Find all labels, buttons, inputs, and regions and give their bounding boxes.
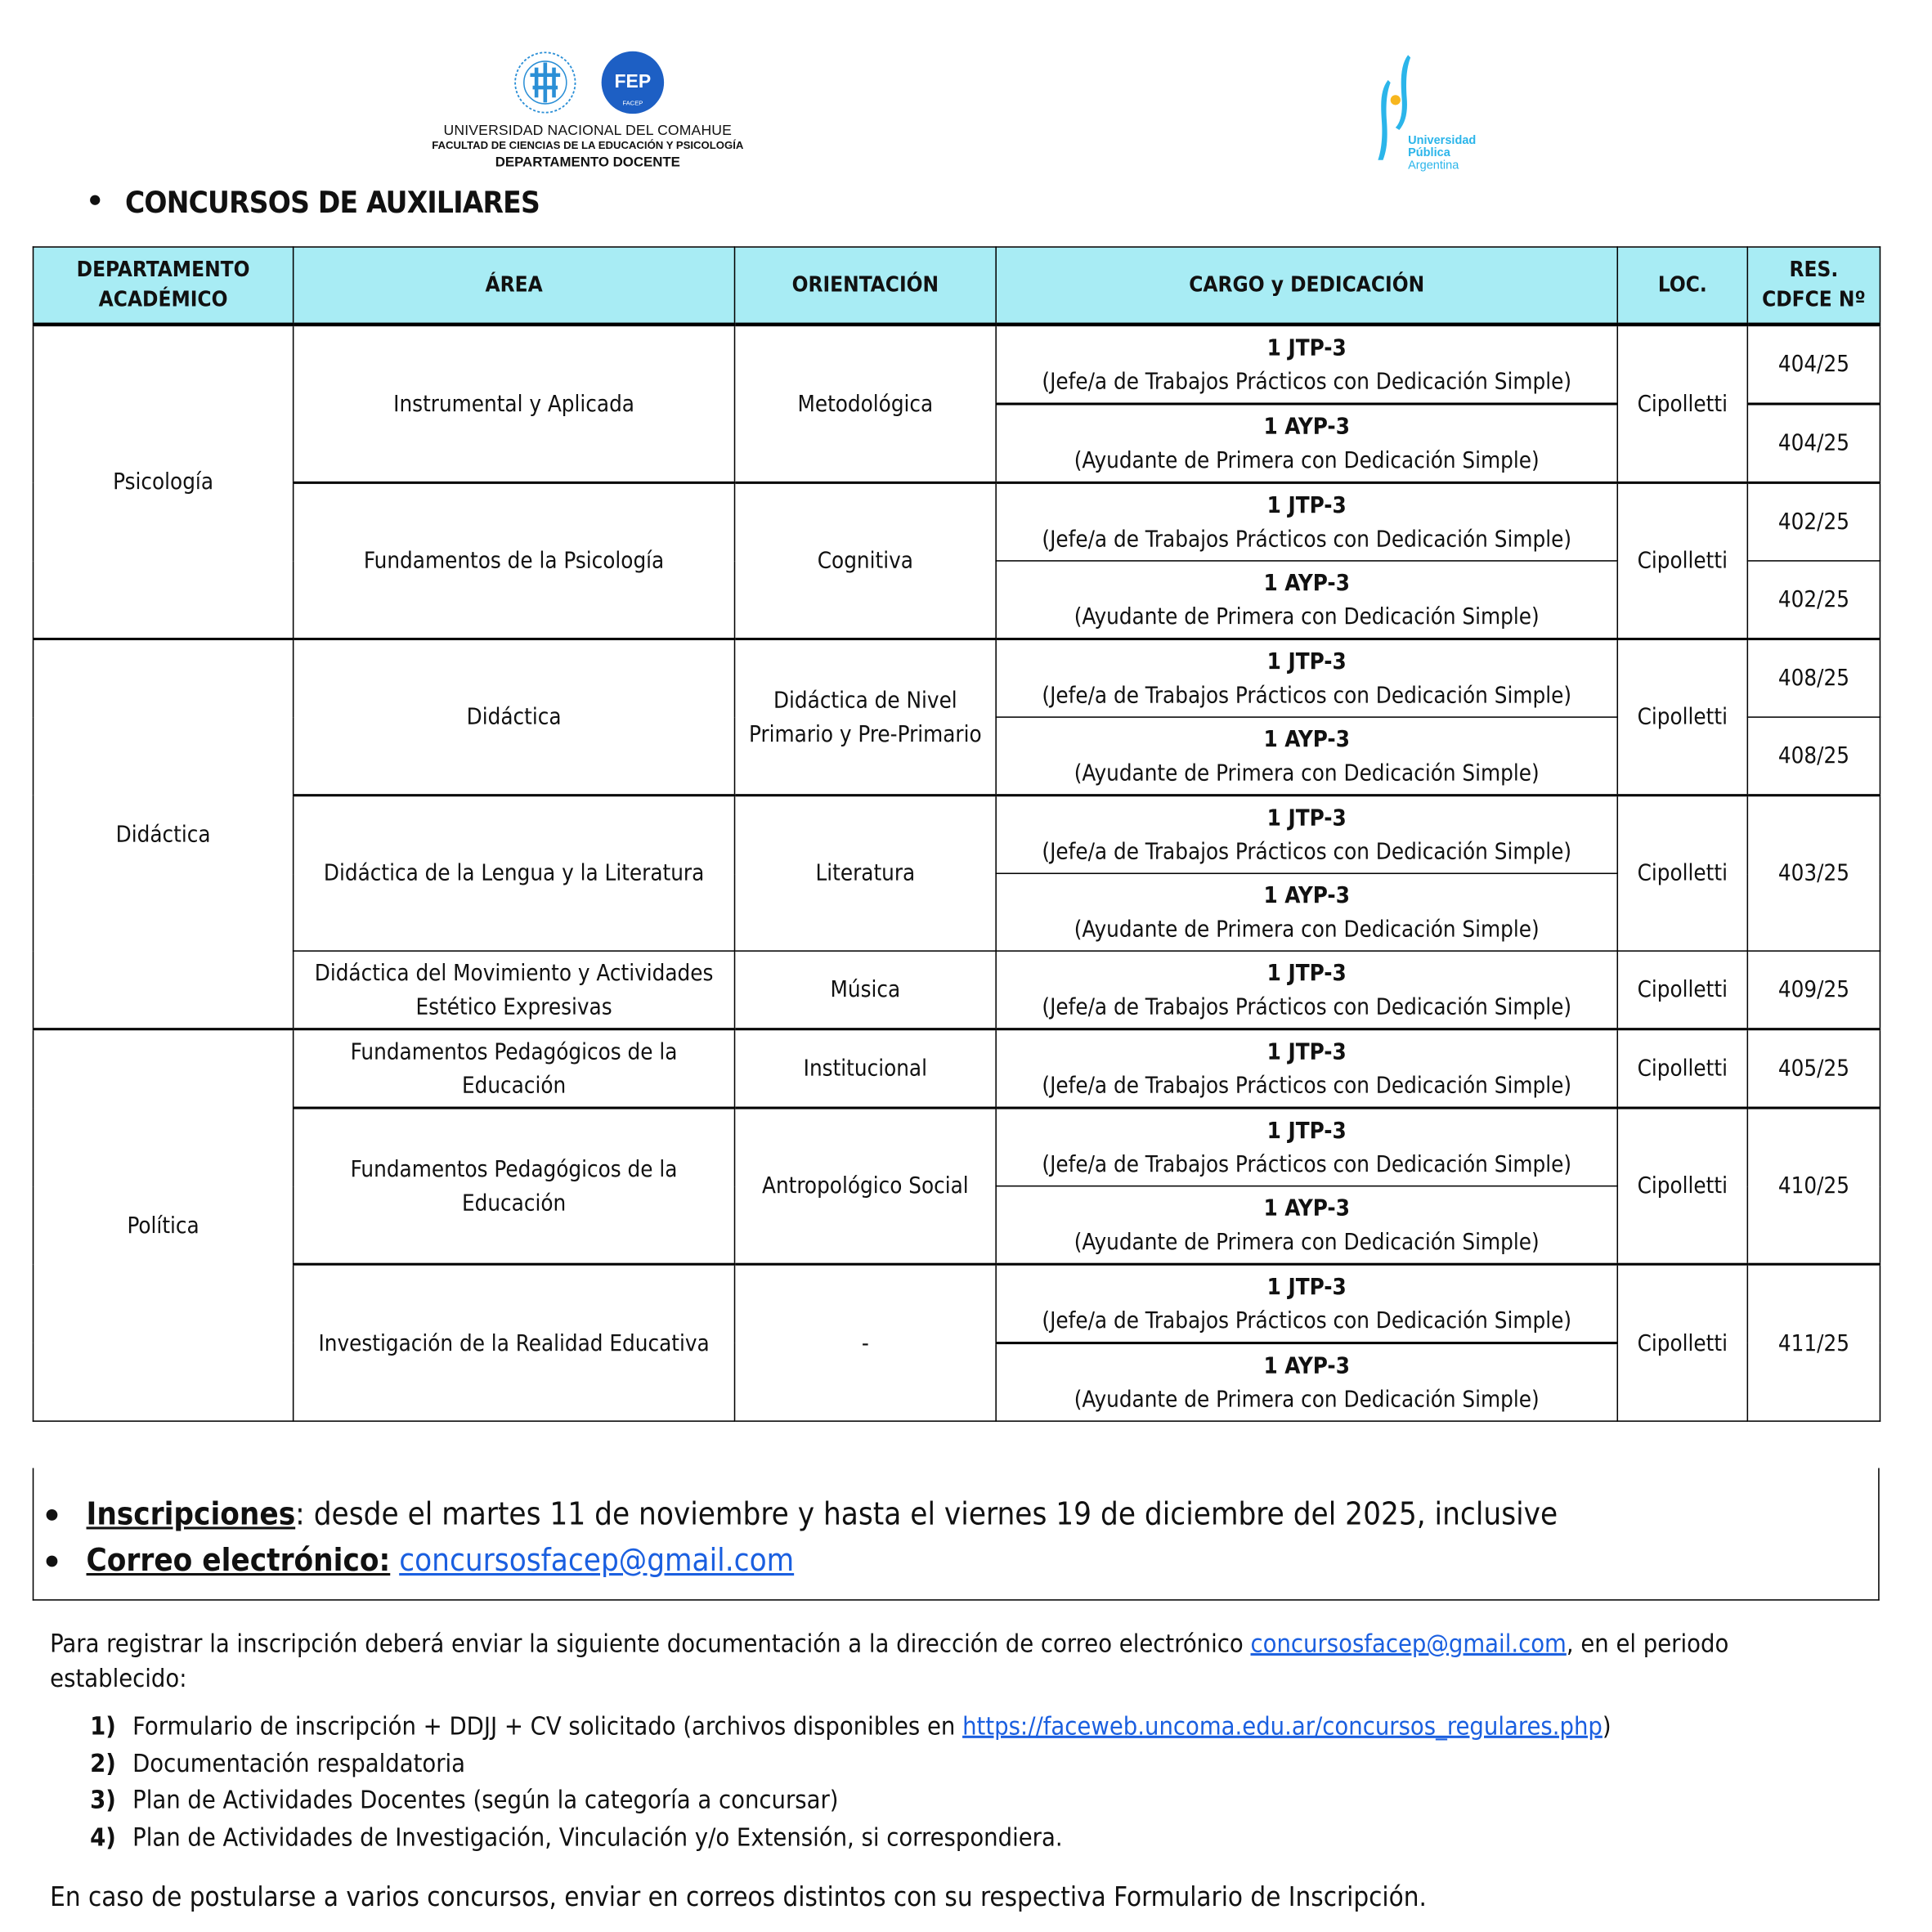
item-number: 2) <box>90 1747 116 1778</box>
upa-word-2: Pública <box>1408 146 1450 160</box>
area-cell: Fundamentos Pedagógicos de la Educación <box>294 1108 735 1264</box>
section-title-text: CONCURSOS DE AUXILIARES <box>124 185 540 221</box>
item-text: Plan de Actividades Docentes (según la categoría a concursar) <box>132 1784 839 1815</box>
res-cell: 402/25 <box>1747 561 1880 639</box>
cargo-cell: 1 AYP-3 (Ayudante de Primera con Dedicación Simple) <box>996 1186 1617 1265</box>
col-header-loc: LOC. <box>1617 247 1747 325</box>
facep-logo <box>600 50 666 115</box>
svg-text:FEP: FEP <box>614 70 652 92</box>
res-cell: 404/25 <box>1747 404 1880 482</box>
item-text: Documentación respaldatoria <box>132 1747 466 1778</box>
intro-text: Para registrar la inscripción deberá enviar la siguiente documentación a la dirección de correo electrónico <box>50 1628 1251 1658</box>
item-number: 4) <box>90 1821 116 1852</box>
area-cell: Instrumental y Aplicada <box>294 325 735 482</box>
area-cell: Didáctica del Movimiento y Actividades Estético Expresivas <box>294 951 735 1029</box>
table-row <box>34 639 1880 718</box>
faculty-name: FACULTAD DE CIENCIAS DE LA EDUCACIÓN Y PSICOLOGÍA <box>432 138 744 152</box>
res-cell: 402/25 <box>1747 482 1880 561</box>
department-cell: Psicología <box>34 325 294 639</box>
inscripciones-item <box>87 1490 1558 1537</box>
registration-info-box <box>33 1468 1880 1601</box>
upa-word-3: Argentina <box>1408 159 1459 173</box>
inscripciones-dates: : desde el martes 11 de noviembre y hasta el viernes 19 de diciembre del 2025, inclusive <box>295 1495 1558 1532</box>
orientation-cell: Música <box>735 951 997 1029</box>
item-text-end: ) <box>1602 1710 1611 1741</box>
col-header-department: DEPARTAMENTO ACADÉMICO <box>34 247 294 325</box>
cargo-cell: 1 JTP-3 (Jefe/a de Trabajos Prácticos con Dedicación Simple) <box>996 951 1617 1029</box>
table-row <box>34 796 1880 874</box>
loc-cell: Cipolletti <box>1617 1029 1747 1108</box>
loc-cell: Cipolletti <box>1617 1264 1747 1421</box>
area-cell: Fundamentos de la Psicología <box>294 482 735 639</box>
list-item <box>90 1819 1611 1856</box>
item-number: 3) <box>90 1784 116 1815</box>
requirements-list <box>90 1708 1611 1855</box>
department-cell: Didáctica <box>34 639 294 1029</box>
col-header-res: RES. CDFCE Nº <box>1747 247 1880 325</box>
res-cell: 411/25 <box>1747 1264 1880 1421</box>
section-title <box>90 185 540 220</box>
table-row <box>34 325 1880 404</box>
cargo-cell: 1 JTP-3 (Jefe/a de Trabajos Prácticos con Dedicación Simple) <box>996 482 1617 561</box>
loc-cell: Cipolletti <box>1617 1108 1747 1264</box>
area-cell: Didáctica <box>294 639 735 796</box>
orientation-cell: Cognitiva <box>735 482 997 639</box>
intro-text-end: , en el periodo establecido: <box>50 1628 1729 1693</box>
email-label: Correo electrónico: <box>86 1541 391 1579</box>
res-cell: 410/25 <box>1747 1108 1880 1264</box>
email-item <box>87 1537 1558 1584</box>
intro-email-link[interactable]: concursosfacep@gmail.com <box>1250 1628 1567 1658</box>
inscripciones-label: Inscripciones <box>86 1495 296 1532</box>
cargo-cell: 1 JTP-3 (Jefe/a de Trabajos Prácticos con Dedicación Simple) <box>996 639 1617 718</box>
loc-cell: Cipolletti <box>1617 951 1747 1029</box>
col-header-area: ÁREA <box>294 247 735 325</box>
cargo-cell: 1 JTP-3 (Jefe/a de Trabajos Prácticos con Dedicación Simple) <box>996 796 1617 874</box>
col-header-cargo: CARGO y DEDICACIÓN <box>996 247 1617 325</box>
orientation-cell: Literatura <box>735 796 997 951</box>
final-note: En caso de postularse a varios concursos, enviar en correos distintos con su respectiva Formulario de Inscripción. <box>50 1881 1427 1913</box>
contests-table <box>33 246 1880 1422</box>
area-cell: Fundamentos Pedagógicos de la Educación <box>294 1029 735 1108</box>
loc-cell: Cipolletti <box>1617 325 1747 482</box>
instructions-paragraph <box>50 1625 1850 1696</box>
list-item <box>90 1782 1611 1818</box>
forms-url-link[interactable]: https://faceweb.uncoma.edu.ar/concursos_regulares.php <box>962 1710 1603 1741</box>
cargo-cell: 1 AYP-3 (Ayudante de Primera con Dedicación Simple) <box>996 1343 1617 1422</box>
cargo-cell: 1 AYP-3 (Ayudante de Primera con Dedicación Simple) <box>996 561 1617 639</box>
table-row <box>34 482 1880 561</box>
table-row <box>34 1264 1880 1343</box>
cargo-cell: 1 AYP-3 (Ayudante de Primera con Dedicación Simple) <box>996 873 1617 951</box>
bullet-icon <box>47 1509 58 1521</box>
orientation-cell: Metodológica <box>735 325 997 482</box>
cargo-cell: 1 JTP-3 (Jefe/a de Trabajos Prácticos con Dedicación Simple) <box>996 1264 1617 1343</box>
item-text: Formulario de inscripción + DDJJ + CV solicitado (archivos disponibles en <box>132 1710 963 1741</box>
bullet-icon <box>90 195 100 205</box>
res-cell: 409/25 <box>1747 951 1880 1029</box>
res-cell: 403/25 <box>1747 796 1880 951</box>
cargo-cell: 1 JTP-3 (Jefe/a de Trabajos Prácticos con Dedicación Simple) <box>996 325 1617 404</box>
department-name: DEPARTAMENTO DOCENTE <box>495 155 680 170</box>
cargo-cell: 1 JTP-3 (Jefe/a de Trabajos Prácticos con Dedicación Simple) <box>996 1108 1617 1186</box>
table-header-row <box>34 247 1880 325</box>
list-item <box>90 1708 1611 1745</box>
table-row <box>34 1029 1880 1108</box>
col-header-orientation: ORIENTACIÓN <box>735 247 997 325</box>
bullet-icon <box>47 1556 58 1567</box>
list-item <box>90 1745 1611 1782</box>
orientation-cell: - <box>735 1264 997 1421</box>
item-text: Plan de Actividades de Investigación, Vinculación y/o Extensión, si correspondiera. <box>132 1821 1063 1852</box>
orientation-cell: Institucional <box>735 1029 997 1108</box>
res-cell: 408/25 <box>1747 639 1880 718</box>
comahue-seal-logo <box>513 50 578 115</box>
orientation-cell: Didáctica de Nivel Primario y Pre-Primario <box>735 639 997 796</box>
res-cell: 408/25 <box>1747 717 1880 796</box>
res-cell: 405/25 <box>1747 1029 1880 1108</box>
cargo-cell: 1 AYP-3 (Ayudante de Primera con Dedicación Simple) <box>996 717 1617 796</box>
item-number: 1) <box>90 1710 116 1741</box>
area-cell: Investigación de la Realidad Educativa <box>294 1264 735 1421</box>
cargo-cell: 1 AYP-3 (Ayudante de Primera con Dedicación Simple) <box>996 404 1617 482</box>
loc-cell: Cipolletti <box>1617 796 1747 951</box>
table-row <box>34 1108 1880 1186</box>
university-name: UNIVERSIDAD NACIONAL DEL COMAHUE <box>443 123 733 139</box>
area-cell: Didáctica de la Lengua y la Literatura <box>294 796 735 951</box>
res-cell: 404/25 <box>1747 325 1880 404</box>
loc-cell: Cipolletti <box>1617 639 1747 796</box>
svg-text:FACEP: FACEP <box>622 99 643 107</box>
email-link[interactable]: concursosfacep@gmail.com <box>399 1541 795 1579</box>
loc-cell: Cipolletti <box>1617 482 1747 639</box>
upa-word-1: Universidad <box>1408 133 1477 148</box>
table-row <box>34 951 1880 1029</box>
department-cell: Política <box>34 1029 294 1421</box>
cargo-cell: 1 JTP-3 (Jefe/a de Trabajos Prácticos con Dedicación Simple) <box>996 1029 1617 1108</box>
upa-logo-text <box>1408 135 1476 173</box>
orientation-cell: Antropológico Social <box>735 1108 997 1264</box>
